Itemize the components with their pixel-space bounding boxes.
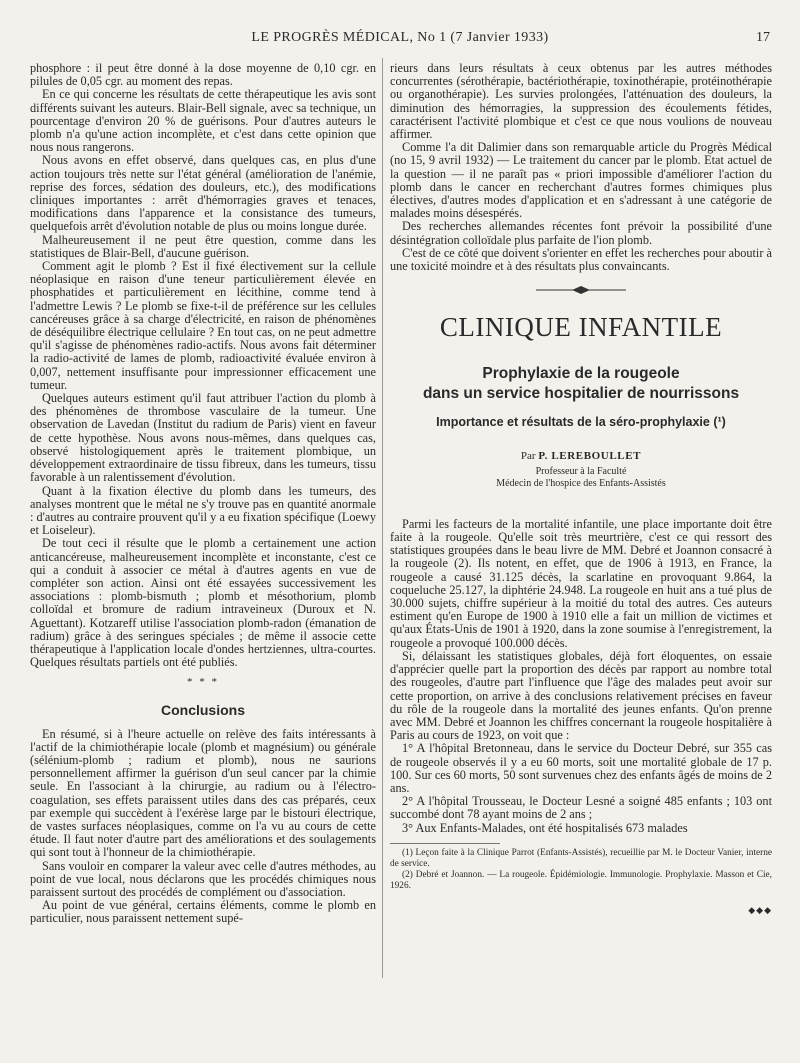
byline	[390, 450, 772, 463]
affiliation-line-1: Professeur à la Faculté	[535, 465, 627, 477]
author-name: P. LEREBOULLET	[538, 449, 642, 462]
article-paragraph: Parmi les facteurs de la mortalité infantile, une place importante doit être faite à la rougeole. Qu'elle soit très meurtrière, c'est ce qui ressort des statistiques groupées dans le beau livre de MM. Debré et Joannon consacré à la rougeole (2). Ils notent, en effet, que de 1906 à 1913, en France, la rougeole a causé 31.125 décès, la scarlatine en provoquant 9.864, la coqueluche 25.127, la diphtérie 24.948. La rougeole en huit ans a tué plus de 30.000 sujets, chiffre supérieur à la moitié du total des autres. Ces auteurs estiment qu'en Europe de 1900 à 1910 elle a fait un million de victimes et qu'aux États-Unis de 1901 à 1920, dans la zone soumise à l'enregistrement, la rougeole a provoqué 100.000 décès.	[390, 516, 772, 650]
ornament-divider-icon	[536, 285, 626, 295]
body-paragraph: Quant à la fixation élective du plomb dans les tumeurs, des analyses montrent que le métal ne s'y trouve pas en quantité anormale : d'autres au contraire prouvent qu'il y a eu fixation spécifique (Loewy et Loiseleur).	[30, 483, 376, 538]
running-header	[30, 30, 770, 50]
page-number: 17	[756, 30, 770, 45]
body-paragraph: rieurs dans leurs résultats à ceux obtenus par les autres méthodes concurrentes (sérothérapie, bactériothérapie, toxinothérapie, protéinothérapie ou organothérapie). Les survies prolongées, l'atténuation des douleurs, la diminution des hémorragies, la suppression des écoulements fétides, caractérisent l'activité plombique et c'est ce que nous voulions de nouveau affirmer.	[390, 61, 772, 142]
footnote-rule	[390, 843, 500, 844]
right-column	[390, 62, 772, 917]
body-paragraph: En ce qui concerne les résultats de cette thérapeutique les avis sont différents suivant les auteurs. Blair-Bell signale, avec sa technique, un pourcentage d'environ 20 % de guérisons. Pour d'autres auteurs le plomb n'a qu'une action incomplète, et c'est dans cette opinion que nous nous rangerons.	[30, 87, 376, 155]
column-divider	[382, 58, 383, 978]
body-paragraph: Au point de vue général, certains éléments, comme le plomb en particulier, nous paraissent nettement supé-	[30, 898, 376, 926]
body-paragraph: Quelques auteurs estiment qu'il faut attribuer l'action du plomb à des phénomènes de thrombose vasculaire de la tumeur. Une observation de Lavedan (Institut du radium de Paris) vient en faveur de cette hypothèse. Nous avons nous-mêmes, dans quelques cas, observé histologiquement après le traitement plombique, un développement extraordinaire de tissu fibreux, dans les tumeurs, tissu favorable à un ralentissement d'évolution.	[30, 391, 376, 485]
article-paragraph: 3° Aux Enfants-Malades, ont été hospitalisés 673 malades	[402, 820, 688, 835]
article-title-line-1: Prophylaxie de la rougeole	[482, 365, 680, 383]
conclusions-heading: Conclusions	[160, 702, 245, 719]
article-paragraph: Si, délaissant les statistiques globales, déjà fort éloquentes, on essaie d'apprécier quelle part la proportion des décès par rapport au nombre total des rougeoles, d'autre part l'influence que l'âge des malades peut avoir sur cette proportion, on arrive à des conclusions relativement précises en faveur du rôle de la rougeole dans la mortalité des jeunes enfants. Qu'on prenne avec MM. Debré et Joannon les chiffres concernant la rougeole hospitalière à Paris au cours de 1923, on voit que :	[390, 648, 772, 743]
byline-prefix: Par	[520, 449, 536, 462]
running-title: LE PROGRÈS MÉDICAL, No 1 (7 Janvier 1933)	[251, 30, 549, 45]
body-paragraph: Comme l'a dit Dalimier dans son remarquable article du Progrès Médical (no 15, 9 avril 1932) — Le traitement du cancer par le plomb. Etat actuel de la question — il ne paraît pas « priori impossible d'améliorer l'action du plomb dans le cancer en recherchant d'autres formes chimiques plus électives, d'autres modes d'application et en s'adressant à une catégorie de malades moins désespérés.	[390, 140, 772, 221]
body-paragraph: Nous avons en effet observé, dans quelques cas, en plus d'une action toujours très nette sur l'état général (amélioration de l'anémie, reprise des forces, sédation des douleurs, etc.), des modifications cliniques importantes : arrêt d'hémorragies graves et tenaces, modifications dans l'apparence et la consistance des tumeurs, quelquefois arrêt d'évolution notable de plus ou moins longue durée.	[30, 153, 376, 234]
body-paragraph: phosphore : il peut être donné à la dose moyenne de 0,10 cgr. en pilules de 0,05 cgr. au moment des repas.	[30, 61, 376, 89]
article-title-line-2: dans un service hospitalier de nourrissons	[422, 385, 740, 403]
article-paragraph: 2° A l'hôpital Trousseau, le Docteur Lesné a soigné 485 enfants ; 103 ont succombé dont 78 ayant moins de 2 ans ;	[390, 794, 772, 822]
author-affiliation	[390, 466, 772, 490]
footnote: (1) Leçon faite à la Clinique Parrot (Enfants-Assistés), recueillie par M. le Docteur Vanier, interne de service.	[390, 847, 772, 869]
body-paragraph: Sans vouloir en comparer la valeur avec celle d'autres méthodes, au point de vue local, nous déclarons que les procédés chimiques nous paraissent surtout des procédés de complément ou d'association.	[30, 858, 376, 899]
left-column	[30, 62, 376, 926]
body-paragraph: C'est de ce côté que doivent s'orienter en effet les recherches pour aboutir à une toxicité moindre et à des résultats plus convaincants.	[390, 245, 772, 274]
body-paragraph: Comment agit le plomb ? Est il fixé électivement sur la cellule néoplasique en raison d'une teneur particulièrement élevée en phosphatides et particulièrement en lécithine, comme tend à l'admettre Lewis ? Le plomb se fixe-t-il de préférence sur les cellules cancéreuses grâce à sa charge d'électricité, en raison de phénomènes de déséquilibre électrique cellulaire ? En tout cas, on ne peut admettre qu'il s'agisse de phénomènes radio-actifs. Nous avons fait déterminer la radio-activité de lames de plomb, radioactivité évaluée environ à 0,007, nettement insuffisante pour impressionner efficacement une tumeur.	[30, 259, 376, 392]
body-paragraph: En résumé, si à l'heure actuelle on relève des faits intéressants à l'actif de la chimiothérapie locale (plomb et magnésium) ou générale (sélénium-plomb ; radium et plomb), nous ne saurions personnellement affirmer la guérison d'un seul cancer par la chimie seule. En l'associant à la chirurgie, au radium ou à l'électro-coagulation, ses effets paraissent utiles dans des cas préparés, ceux par exemple qui succèdent à l'exérèse large par le bistouri électrique, de vastes surfaces néoplasiques, comme on l'a vu au cours de cette étude. Il faut noter d'autre part des améliorations et des soulagements qui sont tout à l'honneur de la chimiothérapie.	[30, 726, 376, 860]
body-paragraph: Malheureusement il ne peut être question, comme dans les statistiques de Blair-Bell, d'aucune guérison.	[30, 232, 376, 260]
asterism: * * *	[187, 676, 219, 689]
section-title: CLINIQUE INFANTILE	[439, 312, 723, 343]
affiliation-line-2: Médecin de l'hospice des Enfants-Assistés	[496, 477, 666, 489]
end-mark: ◆◆◆	[748, 904, 772, 915]
footnote: (2) Debré et Joannon. — La rougeole. Épidémiologie. Immunologie. Prophylaxie. Masson et Cie, 1926.	[390, 869, 772, 891]
article-subtitle: Importance et résultats de la séro-prophylaxie (¹)	[436, 415, 726, 430]
body-paragraph: De tout ceci il résulte que le plomb a certainement une action anticancéreuse, malheureusement incomplète et inconstante, c'est ce qui a conduit à associer ce métal à d'autres agents en vue de compléter son action. Ainsi ont été essayées successivement les associations : plomb-bismuth ; plomb et mésothorium, plomb colloïdal et bromure de radium intraveineux (Duroux et N. Aguettant). Kotzareff utilise l'association plomb-radon (émanation de radium) grâce à des seringues spéciales ; de même il associe cette thérapeutique à l'application locale d'ondes hertziennes, ultra-courtes. Quelques résultats partiels ont été publiés.	[30, 536, 376, 670]
article-paragraph: 1° A l'hôpital Bretonneau, dans le service du Docteur Debré, sur 355 cas de rougeole observés il y a eu 60 morts, soit une mortalité globale de 17 p. 100. Sur ces 60 morts, 50 sont survenues chez des enfants âgés de moins de 2 ans.	[390, 741, 772, 795]
body-paragraph: Des recherches allemandes récentes font prévoir la possibilité d'une désintégration colloïdale plus parfaite de l'ion plomb.	[390, 219, 772, 247]
